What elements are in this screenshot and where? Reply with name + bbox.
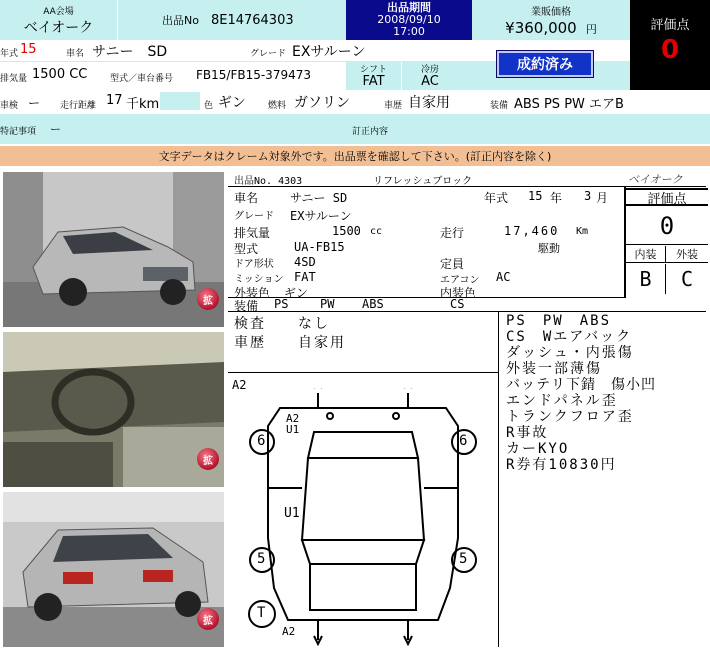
sheet-history-value: 自家用	[298, 335, 346, 351]
sheet-drive-label: 駆動	[538, 242, 560, 255]
listing-period	[346, 0, 472, 40]
auction-sheet[interactable]	[228, 170, 708, 648]
sheet-month-value: 3	[584, 189, 592, 203]
sheet-capacity-label: 定員	[440, 257, 465, 271]
fuel-value: ガソリン	[294, 95, 350, 111]
shift-cell	[346, 62, 402, 90]
remark-line: CS Wエアバック	[506, 329, 633, 345]
sheet-score-value: 0	[659, 212, 675, 240]
photo-exterior-front[interactable]	[3, 172, 224, 327]
mileage-label: 走行距離	[60, 101, 97, 111]
remark-line: ダッシュ・内張傷	[506, 345, 634, 361]
ac-cell	[402, 62, 458, 90]
price-value: ¥360,000	[505, 19, 577, 37]
sheet-equip-pw: PW	[320, 297, 335, 311]
notice-bar: 文字データはクレーム対象外です。出品票を確認して下さい。(訂正内容を除く)	[0, 146, 710, 166]
sheet-exterior-grade: C	[680, 267, 694, 291]
zoom-badge-3[interactable]: 拡	[197, 608, 219, 630]
diagram-spare: T	[257, 605, 266, 621]
sheet-score-label: 評価点	[626, 188, 708, 206]
diagram-a2-bottom: A2	[282, 625, 296, 638]
lot-label: 出品No	[162, 14, 199, 27]
sheet-cc-label: 排気量	[234, 226, 271, 240]
fuel-label: 燃料	[268, 101, 287, 111]
remark-line: R券有10830円	[506, 457, 617, 473]
sheet-mission-value: FAT	[294, 270, 316, 284]
spec-row-2	[0, 62, 346, 90]
sheet-name-value: サニー SD	[290, 191, 348, 205]
sheet-inspection-value: なし	[298, 316, 330, 332]
period-label: 出品期間	[387, 1, 431, 14]
sheet-remarks	[506, 313, 706, 473]
diagram-front-right: 6	[459, 433, 468, 449]
model-label: 型式／車台番号	[110, 74, 174, 84]
sheet-block: リフレッシュブロック	[373, 176, 473, 187]
name-value: サニー SD	[92, 44, 168, 60]
sheet-month-unit: 月	[596, 191, 609, 205]
notes-label: 特記事項	[0, 127, 37, 137]
spec-row-3	[0, 90, 710, 114]
sheet-mileage-unit: Km	[576, 226, 589, 237]
mileage-value: 17	[106, 93, 123, 108]
car-rear-image	[3, 492, 224, 647]
lot-value: 8E14764303	[210, 12, 294, 28]
diagram-a2-roof: A2	[286, 412, 300, 425]
remark-line: エンドパネル歪	[506, 393, 618, 409]
color-value: ギン	[218, 95, 246, 111]
sheet-history-label: 車歴	[234, 335, 266, 351]
sheet-grade-value: EXサルーン	[290, 209, 352, 223]
venue-cell	[0, 0, 118, 40]
sheet-model-label: 型式	[234, 242, 259, 256]
sheet-interior-label: 内装	[626, 246, 666, 262]
sheet-equip-cs: CS	[450, 297, 465, 311]
model-value: FB15/FB15-379473	[196, 68, 311, 82]
car-front-image	[3, 172, 224, 327]
sheet-score-box	[624, 186, 706, 298]
name-label: 車名	[66, 49, 85, 59]
period-date: 2008/09/10	[377, 13, 441, 26]
mileage-unit: 千km	[126, 97, 160, 112]
sheet-grade-rule	[626, 262, 708, 263]
sheet-lot: 出品No. 4303	[234, 176, 303, 187]
sheet-name-label: 車名	[234, 191, 259, 205]
sheet-year-value: 15	[528, 189, 543, 203]
inspection-value: ー	[28, 96, 41, 110]
sheet-equip-abs: ABS	[362, 297, 384, 311]
venue-value: ベイオーク	[23, 19, 94, 36]
sheet-interior-grade: B	[626, 264, 666, 294]
sheet-cc-value: 1500	[332, 224, 361, 238]
diagram-a2-top: A2	[232, 378, 247, 392]
lot-cell	[118, 0, 346, 40]
mileage-fill	[160, 92, 200, 110]
price-cell	[472, 0, 630, 40]
diagram-front-left: 6	[257, 433, 266, 449]
remark-line: カーKYO	[506, 441, 570, 457]
shift-label: シフト	[359, 65, 387, 75]
period-time: 17:00	[393, 25, 425, 38]
sheet-aircon-label: エアコン	[440, 275, 480, 286]
notes-row	[0, 114, 710, 144]
sheet-score-rule	[626, 244, 708, 245]
year-value: 15	[20, 42, 37, 57]
sheet-logo: ベイオーク	[628, 173, 683, 186]
score-value: 0	[660, 35, 680, 65]
sheet-mileage-label: 走行	[440, 226, 465, 240]
sheet-mission-label: ミッション	[234, 274, 284, 285]
price-unit: 円	[585, 23, 597, 36]
sheet-ext-color-value: ギン	[284, 286, 308, 300]
remark-line: トランクフロア歪	[506, 409, 634, 425]
history-value: 自家用	[408, 95, 450, 111]
sold-button[interactable]: 成約済み	[497, 51, 593, 77]
sheet-equip-ps: PS	[274, 297, 289, 311]
cc-value: 1500 CC	[32, 67, 88, 82]
correction-label: 訂正内容	[352, 127, 389, 137]
sheet-model-value: UA-FB15	[294, 240, 345, 254]
interior-image	[3, 332, 224, 487]
car-damage-diagram	[228, 388, 498, 648]
sheet-aircon-value: AC	[496, 270, 511, 284]
photo-interior[interactable]	[3, 332, 224, 487]
ac-label: 冷房	[420, 65, 439, 75]
price-label: 業販価格	[531, 7, 571, 18]
sheet-equip-label: 装備	[234, 299, 259, 313]
sheet-inspection-label: 検査	[234, 316, 266, 332]
sheet-ext-color-label: 外装色	[234, 286, 271, 300]
zoom-badge-2[interactable]: 拡	[197, 448, 219, 470]
sheet-int-color-label: 内装色	[440, 286, 477, 300]
diagram-u1-roof: U1	[286, 423, 300, 436]
sheet-mileage-value: 17,460	[504, 224, 560, 238]
ac-value: AC	[421, 74, 439, 89]
grade-value: EXサルーン	[292, 44, 366, 60]
remark-line: R事故	[506, 425, 549, 441]
remark-line: 外装一部薄傷	[506, 361, 602, 377]
inspection-label: 車検	[0, 101, 19, 111]
sheet-rule-vertical	[498, 311, 499, 647]
price-line	[505, 18, 597, 37]
year-label: 年式	[0, 49, 19, 59]
grade-label: グレード	[250, 49, 287, 59]
remark-line: バッテリ下錆 傷小凹	[506, 377, 656, 393]
score-box	[630, 0, 710, 90]
diagram-rear-left: 5	[257, 551, 266, 567]
zoom-badge-1[interactable]: 拡	[197, 288, 219, 310]
sheet-door-value: 4SD	[294, 255, 316, 269]
equip-value: ABS PS PW エアB	[514, 97, 624, 112]
shift-value: FAT	[362, 74, 385, 89]
sheet-door-label: ドア形状	[234, 259, 274, 270]
cc-label: 排気量	[0, 74, 28, 84]
diagram-u1-body: U1	[284, 506, 300, 521]
sheet-rule-mid	[228, 311, 706, 312]
remark-line: PS PW ABS	[506, 313, 612, 329]
history-label: 車歴	[384, 101, 403, 111]
notes-value: ー	[50, 123, 61, 136]
equip-label: 装備	[490, 101, 509, 111]
photo-exterior-rear[interactable]	[3, 492, 224, 647]
color-label: 色	[204, 101, 214, 111]
sheet-year-label: 年式	[484, 191, 509, 205]
score-label: 評価点	[650, 18, 690, 33]
sheet-year-unit: 年	[550, 191, 563, 205]
sheet-cc-unit: cc	[370, 226, 383, 237]
sheet-rule-diagram	[228, 372, 498, 373]
venue-label: AA会場	[43, 6, 74, 17]
diagram-rear-right: 5	[459, 551, 468, 567]
sheet-grade-label: グレード	[234, 211, 274, 222]
sheet-exterior-label: 外装	[676, 248, 698, 261]
